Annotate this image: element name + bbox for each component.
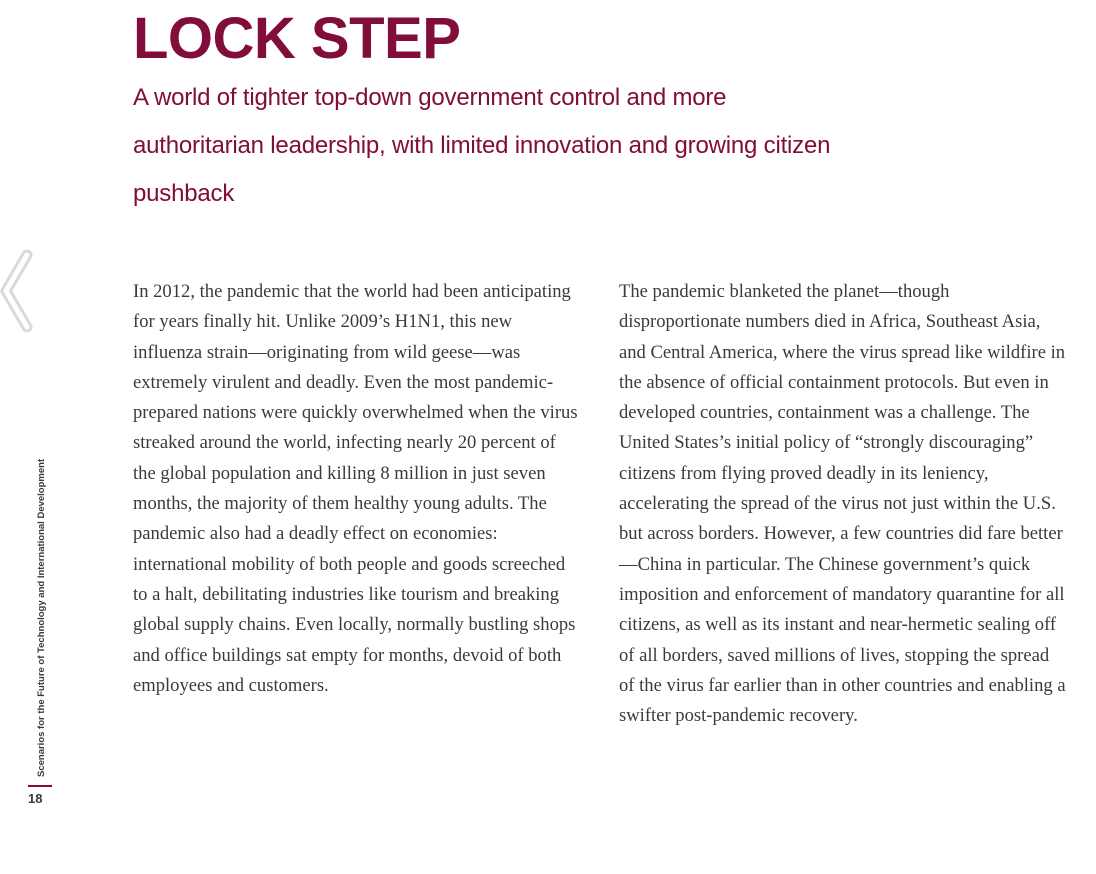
page-number: 18 xyxy=(28,791,43,806)
page-title: LOCK STEP xyxy=(133,6,461,71)
running-title: Scenarios for the Future of Technology and International Development xyxy=(36,458,47,777)
body-column-left: In 2012, the pandemic that the world had been anticipating for years finally hit. Unlike 2009’s H1N1, this new influenza strain—originating from wild geese—was extremely virulent and deadly. Even the most pandemic-prepared nations were quickly overwhelmed when the virus streaked around the world, infecting nearly 20 percent of the global population and killing 8 million in just seven months, the majority of them healthy young adults. The pandemic also had a deadly effect on economies: international mobility of both people and goods screeched to a halt, debilitating industries like tourism and breaking global supply chains. Even locally, normally bustling shops and office buildings sat empty for months, devoid of both employees and customers. xyxy=(133,281,578,696)
page-number-rule xyxy=(28,785,52,787)
chevron-left-icon xyxy=(0,244,40,344)
page-subtitle: A world of tighter top-down government control and more authoritarian leadership, with limited innovation and growing citizen pushback xyxy=(133,84,831,207)
body-column-right: The pandemic blanketed the planet—though disproportionate numbers died in Africa, Southeast Asia, and Central America, where the virus spread like wildfire in the absence of official containment protocols. But even in developed countries, containment was a challenge. The United States’s initial policy of “strongly discouraging” citizens from flying proved deadly in its leniency, accelerating the spread of the virus not just within the U.S. but across borders. However, a few countries did fare better—China in particular. The Chinese government’s quick imposition and enforcement of mandatory quarantine for all citizens, as well as its instant and near-hermetic sealing off of all borders, saved millions of lives, stopping the spread of the virus far earlier than in other countries and enabling a swifter post-pandemic recovery. xyxy=(619,281,1066,727)
